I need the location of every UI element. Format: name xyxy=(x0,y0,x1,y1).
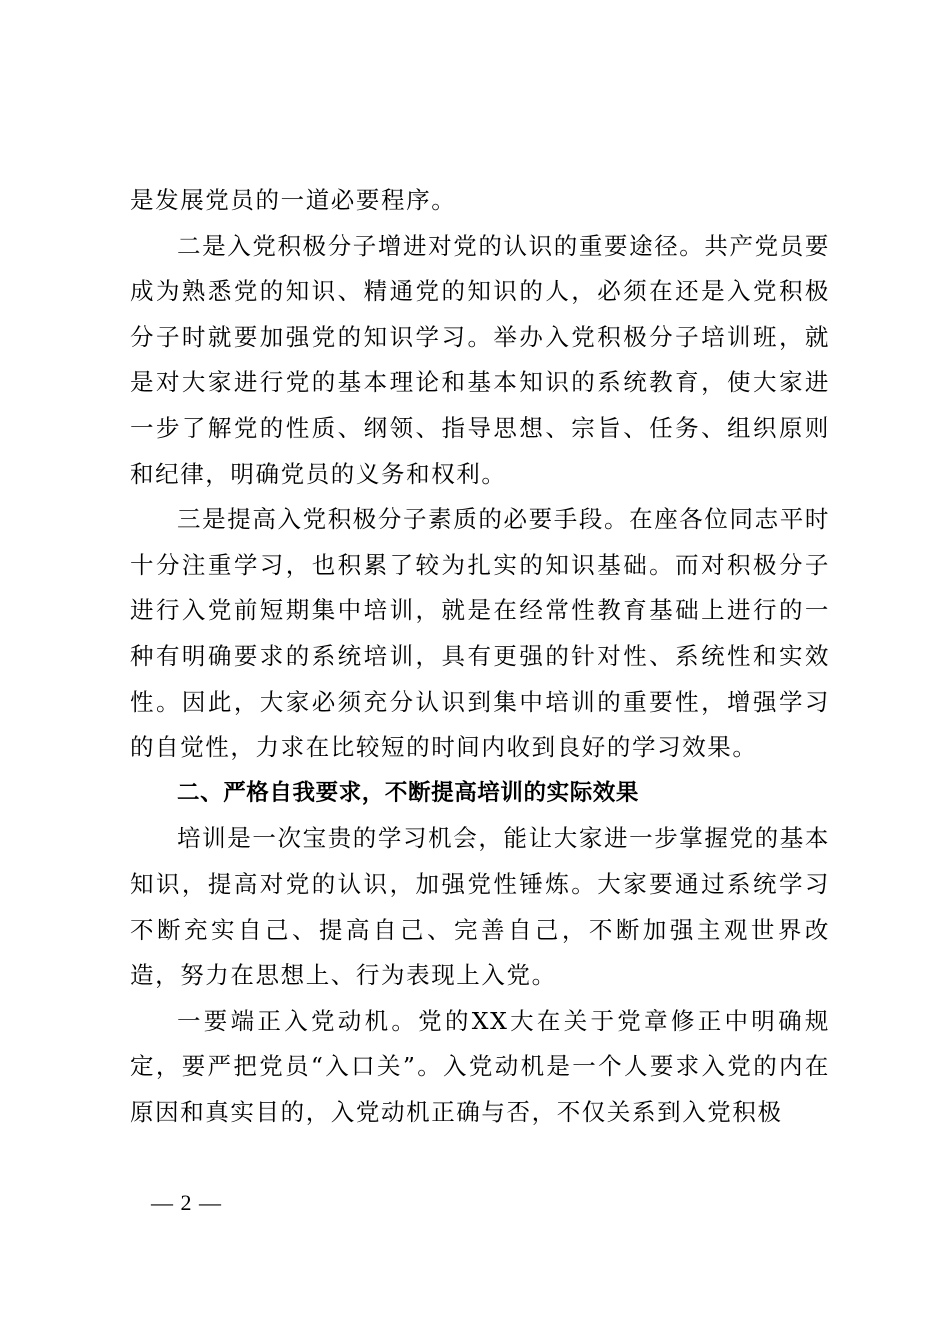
paragraph: 一要端正入党动机。党的XX大在关于党章修正中明确规定，要严把党员“入口关”。入党动机是一个人要求入党的内在原因和真实目的，入党动机正确与否，不仅关系到入党积极 xyxy=(130,1006,830,1126)
paragraph: 是发展党员的一道必要程序。 xyxy=(130,186,457,214)
paragraph: 三是提高入党积极分子素质的必要手段。在座各位同志平时十分注重学习，也积累了较为扎实的知识基础。而对积极分子进行入党前短期集中培训，就是在经常性教育基础上进行的一种有明确要求的系统培训，具有更强的针对性、系统性和实效性。因此，大家必须充分认识到集中培训的重要性，增强学习的自觉性，力求在比较短的时间内收到良好的学习效果。 xyxy=(130,505,830,762)
section-heading: 二、严格自我要求，不断提高培训的实际效果 xyxy=(177,779,640,806)
paragraph: 培训是一次宝贵的学习机会，能让大家进一步掌握党的基本知识，提高对党的认识，加强党性锤炼。大家要通过系统学习不断充实自己、提高自己、完善自己，不断加强主观世界改造，努力在思想上、行为表现上入党。 xyxy=(130,824,830,990)
document-body xyxy=(130,178,830,1135)
page-number: — 2 — xyxy=(151,1190,222,1215)
paragraph: 二是入党积极分子增进对党的认识的重要途径。共产党员要成为熟悉党的知识、精通党的知识的人，必须在还是入党积极分子时就要加强党的知识学习。举办入党积极分子培训班，就是对大家进行党的基本理论和基本知识的系统教育，使大家进一步了解党的性质、纲领、指导思想、宗旨、任务、组织原则和纪律，明确党员的义务和权利。 xyxy=(130,231,830,488)
